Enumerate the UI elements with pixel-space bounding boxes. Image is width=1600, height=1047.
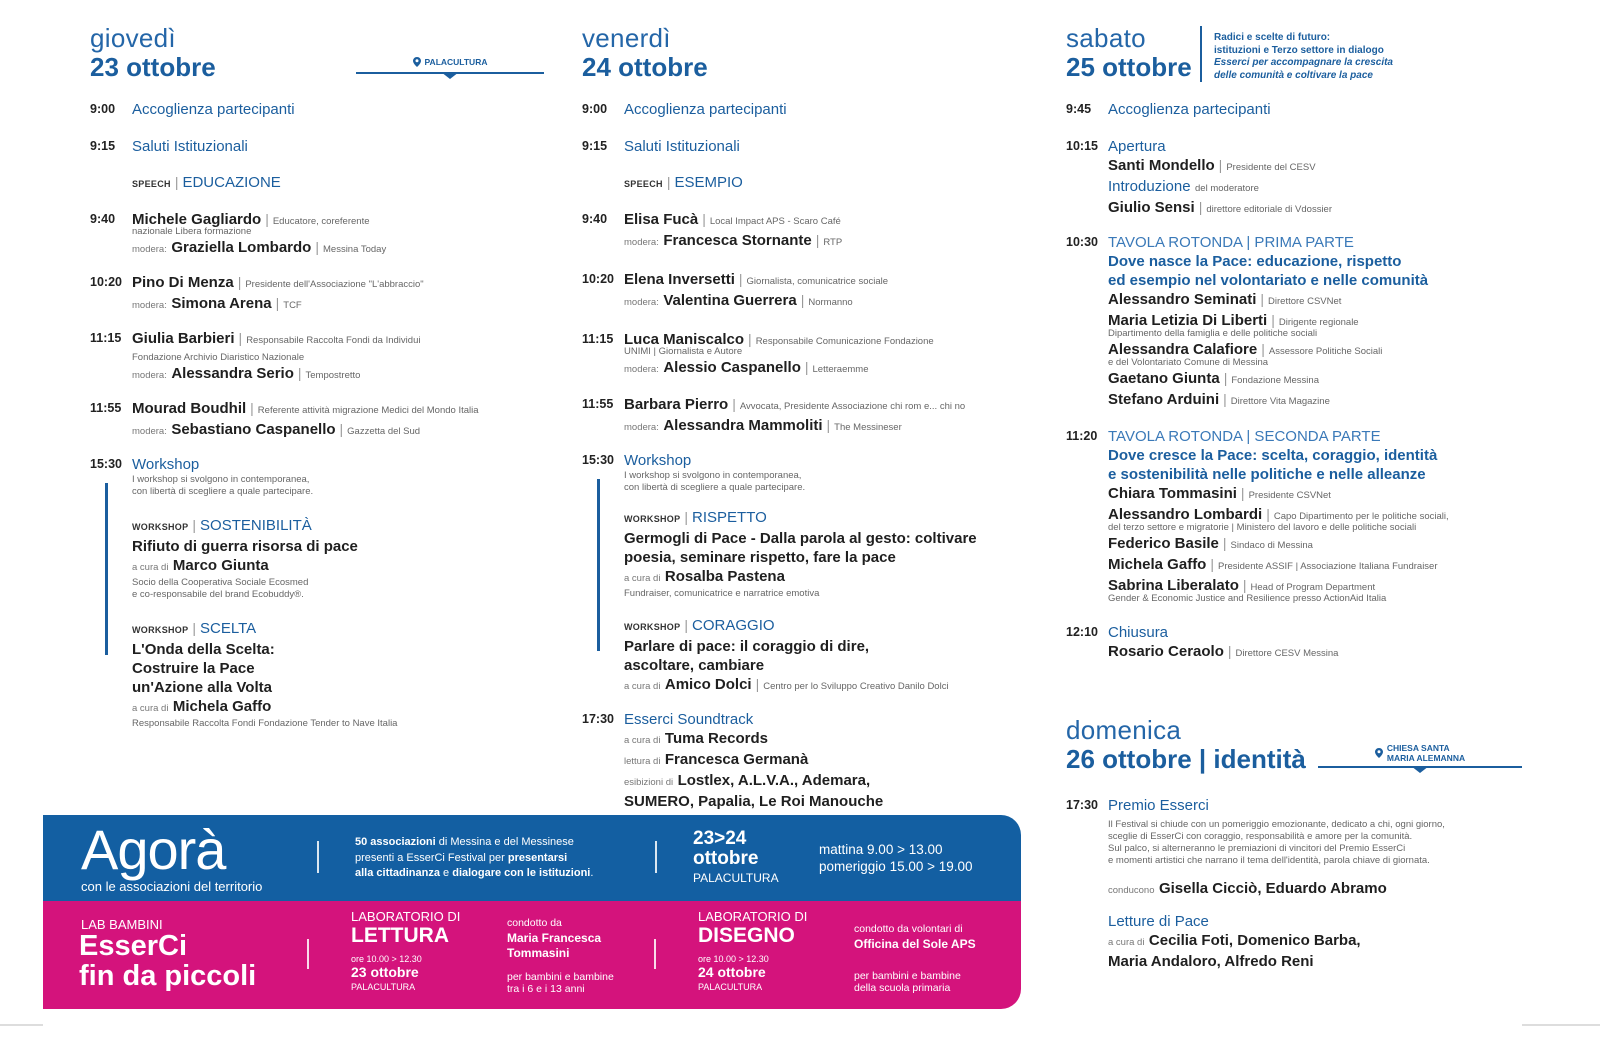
workshop-name: Germogli di Pace - Dalla parola al gesto: coltivare bbox=[624, 530, 977, 547]
round-table-title: ed esempio nel volontariato e nelle comunità bbox=[1108, 272, 1429, 289]
speech-theme: ESEMPIO bbox=[674, 174, 743, 191]
reader-name: Francesca Germanà bbox=[664, 751, 809, 768]
workshop-name: L'Onda della Scelta: bbox=[132, 641, 275, 658]
readers: Maria Andaloro, Alfredo Reni bbox=[1108, 953, 1314, 970]
saturday-column bbox=[1066, 24, 1546, 677]
time: 9:45 bbox=[1066, 102, 1092, 116]
lab-conductor-label: condotto da volontari di bbox=[854, 923, 963, 935]
morning-hours: 9.00 > 13.00 bbox=[867, 842, 943, 857]
day-date: 26 ottobre | identità bbox=[1066, 744, 1306, 774]
panelist-role-2: Gender & Economic Justice and Resilience presso ActionAid Italia bbox=[1108, 593, 1387, 604]
schedule-item bbox=[582, 137, 1012, 156]
moderator-org: Tempostretto bbox=[305, 370, 361, 381]
day-date: 25 ottobre bbox=[1066, 52, 1192, 82]
venue-label: MARIA ALEMANNA bbox=[1386, 753, 1466, 763]
award-item bbox=[1066, 796, 1546, 971]
time: 9:00 bbox=[90, 102, 116, 116]
desc-bold: presentarsi bbox=[507, 851, 568, 864]
day-header bbox=[1066, 716, 1546, 782]
agora-subtitle: con le associazioni del territorio bbox=[81, 879, 263, 894]
curator-name: Michela Gaffo bbox=[172, 698, 272, 715]
lab-drawing-info bbox=[854, 923, 976, 994]
agora-banner bbox=[43, 815, 1021, 901]
workshop-theme: CORAGGIO bbox=[692, 617, 775, 634]
soundtrack-item bbox=[582, 710, 1012, 811]
performers: Lostlex, A.L.V.A., Ademara, bbox=[677, 772, 871, 789]
day-header bbox=[1066, 24, 1546, 90]
panelist-role: Capo Dipartimento per le politiche sociali, bbox=[1273, 511, 1449, 522]
round-table-label: TAVOLA ROTONDA | SECONDA PARTE bbox=[1108, 428, 1381, 445]
talk-item: 9:40 Elisa Fucà | Local Impact APS - Scaro Café modera: Francesca Stornante | RTP bbox=[582, 211, 843, 249]
panelist-role: Sindaco di Messina bbox=[1230, 540, 1313, 551]
time: 10:20 bbox=[90, 275, 122, 289]
curator-name: Rosalba Pastena bbox=[664, 568, 785, 585]
time: 10:20 bbox=[582, 272, 614, 286]
desc-text: di Messina e del Messinese bbox=[435, 836, 574, 848]
curator-desc: Fundraiser, comunicatrice e narratrice emotiva bbox=[624, 588, 820, 599]
desc-text: . bbox=[590, 867, 594, 879]
time: 10:30 bbox=[1066, 235, 1098, 249]
workshop-name: un'Azione alla Volta bbox=[132, 679, 272, 696]
speaker-role: Presidente dell'Associazione "L'abbraccio" bbox=[245, 279, 424, 290]
schedule-item bbox=[90, 100, 560, 119]
workshop-name: Rifiuto di guerra risorsa di pace bbox=[132, 538, 358, 555]
speaker-name: Elisa Fucà bbox=[624, 211, 699, 228]
agora-dates bbox=[693, 829, 779, 887]
readers: Cecilia Foti, Domenico Barba, bbox=[1148, 932, 1361, 949]
speaker-name: Michele Gagliardo bbox=[132, 211, 262, 228]
curator-name: Marco Giunta bbox=[172, 557, 269, 574]
time: 11:55 bbox=[582, 397, 614, 411]
round-table-label: TAVOLA ROTONDA | PRIMA PARTE bbox=[1108, 234, 1354, 251]
curator-org: Centro per lo Sviluppo Creativo Danilo Dolci bbox=[763, 681, 949, 692]
moderator-name: Alessandra Mammoliti bbox=[663, 417, 823, 434]
speaker-role: Avvocata, Presidente Associazione chi rom e... chi no bbox=[739, 401, 966, 412]
venue-divider bbox=[1318, 766, 1522, 768]
hosts: Gisella Cicciò, Eduardo Abramo bbox=[1158, 880, 1387, 897]
time: 11:15 bbox=[582, 332, 614, 346]
desc-bold: alla cittadinanza bbox=[355, 867, 440, 879]
divider bbox=[307, 939, 309, 969]
workshop-theme: SCELTA bbox=[200, 620, 257, 637]
moderator-name: Alessandra Serio bbox=[171, 365, 294, 382]
workshop-label: WORKSHOP bbox=[624, 622, 681, 632]
speaker-name: Giulia Barbieri bbox=[132, 330, 235, 347]
award-desc: e momenti artistici che narrano il tema dell'identità, parola chiave di giornata. bbox=[1108, 855, 1430, 866]
event-title: Saluti Istituzionali bbox=[132, 138, 248, 155]
lab-target: per bambini e bambine bbox=[507, 971, 614, 983]
schedule-item bbox=[582, 100, 1012, 119]
lab-hours: ore 10.00 > 12.30 bbox=[698, 954, 769, 964]
agora-description bbox=[355, 835, 645, 882]
venue-divider bbox=[356, 72, 544, 74]
time: 11:20 bbox=[1066, 429, 1098, 443]
curator-label: a cura di bbox=[624, 735, 661, 746]
panelist-role: Direttore Vita Magazine bbox=[1230, 396, 1330, 407]
venue: PALACULTURA bbox=[693, 871, 779, 885]
moderator-label: modera: bbox=[624, 297, 659, 308]
speaker-role: Local Impact APS - Scaro Café bbox=[709, 216, 841, 227]
workshop-title: Workshop bbox=[624, 452, 692, 469]
round-table-1: 10:30 TAVOLA ROTONDA | PRIMA PARTE Dove nasce la Pace: educazione, rispetto ed esempio nel volontariato e nelle comunità Alessandro Seminati | Direttore CSVNet Maria Letizia Di Liberti | Dirigente regionale Dipartimento della famiglia e delle politiche sociali Alessandra Calafiore | Assessore Politiche Sociali e del Volontariato Comune di Messina Gaetano Giunta | Fondazione Messina Stefano Arduini | Direttore Vita Magazine bbox=[1066, 233, 1546, 411]
curator-label: a cura di bbox=[1108, 937, 1145, 948]
moderator-label: modera: bbox=[624, 237, 659, 248]
panelist-role: Direttore CSVNet bbox=[1268, 296, 1342, 307]
curator-desc: Responsabile Raccolta Fondi Fondazione Tender to Nave Italia bbox=[132, 718, 398, 729]
moderator-role: direttore editoriale di Vdossier bbox=[1206, 204, 1333, 215]
lab-conductor: Tommasini bbox=[507, 946, 570, 960]
panelist-role: Presidente CSVNet bbox=[1248, 490, 1331, 501]
divider bbox=[654, 939, 656, 969]
panelist-role: Head of Program Department bbox=[1250, 582, 1376, 593]
workshop-timeline-bar bbox=[597, 479, 600, 651]
event-title: Saluti Istituzionali bbox=[624, 138, 740, 155]
workshop-name: ascoltare, cambiare bbox=[624, 657, 765, 674]
venue-marker bbox=[1318, 740, 1522, 768]
workshop-item: WORKSHOP | SCELTA L'Onda della Scelta: Costruire la Pace un'Azione alla Volta a cura di Michela Gaffo Responsabile Raccolta Fondi Fondazione Tender to Nave Italia bbox=[132, 619, 560, 730]
day-header bbox=[582, 24, 1012, 90]
workshop-label: WORKSHOP bbox=[132, 522, 189, 532]
speaker-name: Luca Maniscalco bbox=[624, 331, 745, 348]
moderator-name: Simona Arena bbox=[171, 295, 272, 312]
theme-line: Radici e scelte di futuro: bbox=[1214, 32, 1331, 43]
event-title: Premio Esserci bbox=[1108, 797, 1209, 814]
lab-target: della scuola primaria bbox=[854, 982, 951, 994]
desc-text: presenti a EsserCi Festival per bbox=[355, 851, 508, 864]
talk-item: 11:15 Giulia Barbieri | Responsabile Raccolta Fondi da Individui Fondazione Archivio Diaristico Nazionale modera: Alessandra Serio | Tempostretto bbox=[90, 329, 560, 385]
afternoon-label: pomeriggio bbox=[819, 859, 886, 874]
talk-item: 10:20 Pino Di Menza | Presidente dell'Associazione "L'abbraccio" modera: Simona Arena | TCF bbox=[90, 274, 424, 312]
workshop-item: WORKSHOP | RISPETTO Germogli di Pace - Dalla parola al gesto: coltivare poesia, seminare rispetto, fare la pace a cura di Rosalba Pastena Fundraiser, comunicatrice e narratrice emotiva bbox=[624, 508, 1012, 600]
moderator-org: Normanno bbox=[808, 297, 853, 308]
workshop-name: poesia, seminare rispetto, fare la pace bbox=[624, 549, 896, 566]
moderator-org: Gazzetta del Sud bbox=[347, 426, 421, 437]
performers-label: esibizioni di bbox=[624, 777, 674, 788]
event-title: Apertura bbox=[1108, 138, 1166, 155]
moderator-org: The Messineser bbox=[834, 422, 902, 433]
award-desc: sceglie di EsserCi con coraggio, responsabilità e amore per la comunità. bbox=[1108, 831, 1413, 842]
event-title: Accoglienza partecipanti bbox=[1108, 101, 1271, 118]
curator-label: a cura di bbox=[624, 573, 661, 584]
day-header bbox=[90, 24, 560, 90]
panelist-name: Michela Gaffo bbox=[1108, 556, 1207, 573]
kids-lab-title bbox=[79, 931, 256, 991]
talk-item: 9:40 Michele Gagliardo | Educatore, coreferente nazionale Libera formazione modera: Graziella Lombardo | Messina Today bbox=[90, 210, 560, 259]
workshop-theme: SOSTENIBILITÀ bbox=[200, 517, 312, 534]
talk-item: 10:20 Elena Inversetti | Giornalista, comunicatrice sociale modera: Valentina Guerrera | Normanno bbox=[582, 271, 889, 309]
award-desc: Sul palco, si alterneranno le premiazioni di vincitori del Premio EsserCi bbox=[1108, 843, 1406, 854]
workshop-theme: RISPETTO bbox=[692, 509, 767, 526]
agora-hours bbox=[819, 841, 973, 875]
talk-item: 11:55 Barbara Pierro | Avvocata, Presidente Associazione chi rom e... chi no modera: Alessandra Mammoliti | The Messineser bbox=[582, 396, 966, 434]
event-title: Chiusura bbox=[1108, 624, 1169, 641]
kids-lab-banner bbox=[43, 901, 1021, 1009]
workshop-item: WORKSHOP | CORAGGIO Parlare di pace: il coraggio di dire, ascoltare, cambiare a cura di Amico Dolci | Centro per lo Sviluppo Creativo Danilo Dolci bbox=[624, 616, 1012, 696]
lab-name: LETTURA bbox=[351, 924, 449, 947]
theme-line: Esserci per accompagnare la crescita bbox=[1214, 57, 1393, 68]
day-date: 24 ottobre bbox=[582, 52, 708, 82]
lab-date: 24 ottobre bbox=[698, 964, 766, 980]
lab-prefix: LABORATORIO DI bbox=[351, 909, 461, 924]
workshop-label: WORKSHOP bbox=[132, 625, 189, 635]
lab-reading-info bbox=[507, 917, 614, 995]
opening-item: 10:15 Apertura Santi Mondello | Presidente del CESV Introduzione del moderatore Giulio Sensi | direttore editoriale di Vdossier bbox=[1066, 137, 1546, 219]
moderator-label: modera: bbox=[624, 364, 659, 375]
time: 17:30 bbox=[582, 712, 614, 726]
speaker-role: Referente attività migrazione Medici del Mondo Italia bbox=[257, 405, 479, 416]
panelist-name: Maria Letizia Di Liberti bbox=[1108, 312, 1268, 329]
speech-label: SPEECH bbox=[624, 179, 663, 189]
page-edge-rule bbox=[1522, 1024, 1600, 1026]
agora-title: Agorà bbox=[81, 818, 226, 881]
speaker-role: Educatore, coreferente bbox=[272, 216, 370, 227]
lab-target: per bambini e bambine bbox=[854, 970, 961, 982]
moderator-org: Letteraemme bbox=[812, 364, 869, 375]
speech-theme: EDUCAZIONE bbox=[182, 174, 281, 191]
round-table-title: e sostenibilità nelle politiche e nelle alleanze bbox=[1108, 466, 1426, 483]
kids-lab-title-line: fin da piccoli bbox=[79, 960, 257, 992]
panelist-name: Sabrina Liberalato bbox=[1108, 577, 1239, 594]
schedule-item bbox=[1066, 100, 1546, 119]
time: 9:15 bbox=[582, 139, 608, 153]
location-pin-icon bbox=[1375, 748, 1383, 758]
workshop-label: WORKSHOP bbox=[624, 514, 681, 524]
workshop-note: con libertà di scegliere a quale partecipare. bbox=[132, 486, 314, 497]
performers: SUMERO, Papalia, Le Roi Manouche bbox=[624, 793, 884, 810]
moderator-name: Graziella Lombardo bbox=[171, 239, 312, 256]
day-theme bbox=[1200, 26, 1393, 82]
time: 9:00 bbox=[582, 102, 608, 116]
moderator-name: Sebastiano Caspanello bbox=[171, 421, 336, 438]
date-range: 23>24 bbox=[693, 828, 747, 849]
time: 9:40 bbox=[90, 212, 116, 226]
workshop-note: I workshop si svolgono in contemporanea, bbox=[132, 474, 310, 485]
intro-label: Introduzione bbox=[1108, 178, 1191, 195]
workshop-block bbox=[582, 451, 1012, 696]
moderator-label: modera: bbox=[132, 370, 167, 381]
moderator-label: modera: bbox=[132, 426, 167, 437]
speech-label: SPEECH bbox=[132, 179, 171, 189]
lab-target: tra i 6 e i 13 anni bbox=[507, 983, 585, 995]
month: ottobre bbox=[693, 848, 759, 869]
curator-label: a cura di bbox=[624, 681, 661, 692]
lab-reading bbox=[351, 909, 460, 992]
panelist-name: Alessandra Calafiore bbox=[1108, 341, 1258, 358]
speaker-role: Direttore CESV Messina bbox=[1235, 648, 1339, 659]
panelist-name: Gaetano Giunta bbox=[1108, 370, 1220, 387]
panelist-role: Fondazione Messina bbox=[1231, 375, 1319, 386]
speaker-name: Santi Mondello bbox=[1108, 157, 1215, 174]
lab-hours: ore 10.00 > 12.30 bbox=[351, 954, 422, 964]
time: 9:40 bbox=[582, 212, 608, 226]
speaker-role-2: nazionale Libera formazione bbox=[132, 226, 252, 237]
lab-drawing bbox=[698, 909, 807, 992]
speaker-role-2: UNIMI | Giornalista e Autore bbox=[624, 346, 743, 357]
workshop-item: WORKSHOP | SOSTENIBILITÀ Rifiuto di guerra risorsa di pace a cura di Marco Giunta Socio della Cooperativa Sociale Ecosmed e co-responsabile del brand Ecobuddy®. bbox=[132, 516, 560, 601]
lab-conductor: Officina del Sole APS bbox=[854, 937, 976, 951]
desc-bold: dialogare con le istituzioni bbox=[452, 867, 591, 879]
panelist-name: Alessandro Lombardi bbox=[1108, 506, 1263, 523]
afternoon-hours: 15.00 > 19.00 bbox=[889, 859, 973, 874]
day-name: sabato bbox=[1066, 23, 1146, 53]
schedule-item bbox=[90, 137, 560, 156]
closing-item: 12:10 Chiusura Rosario Ceraolo | Direttore CESV Messina bbox=[1066, 623, 1546, 663]
morning-label: mattina bbox=[819, 842, 864, 857]
reading-label: lettura di bbox=[624, 756, 661, 767]
lab-prefix: LABORATORIO DI bbox=[698, 909, 808, 924]
panelist-role-2: e del Volontariato Comune di Messina bbox=[1108, 357, 1269, 368]
workshop-note: con libertà di scegliere a quale partecipare. bbox=[624, 482, 806, 493]
talk-item: 11:15 Luca Maniscalco | Responsabile Comunicazione Fondazione UNIMI | Giornalista e Autore modera: Alessio Caspanello | Letteraemme bbox=[582, 330, 1012, 379]
intro-suffix: del moderatore bbox=[1195, 183, 1259, 194]
panelist-role: Dirigente regionale bbox=[1278, 317, 1359, 328]
speaker-name: Elena Inversetti bbox=[624, 271, 735, 288]
venue-label: PALACULTURA bbox=[424, 57, 488, 67]
speaker-role: Giornalista, comunicatrice sociale bbox=[746, 276, 889, 287]
moderator-name: Giulio Sensi bbox=[1108, 199, 1195, 216]
panelist-role: Presidente ASSIF | Associazione Italiana Fundraiser bbox=[1218, 561, 1438, 572]
theme-line: delle comunità e coltivare la pace bbox=[1214, 69, 1373, 81]
lab-conductor: Maria Francesca bbox=[507, 931, 602, 945]
workshop-note: I workshop si svolgono in contemporanea, bbox=[624, 470, 802, 481]
readings-title: Letture di Pace bbox=[1108, 913, 1209, 930]
panelist-role: Assessore Politiche Sociali bbox=[1268, 346, 1383, 357]
panelist-name: Alessandro Seminati bbox=[1108, 291, 1257, 308]
moderator-label: modera: bbox=[132, 244, 167, 255]
curator-desc: Socio della Cooperativa Sociale Ecosmed bbox=[132, 577, 309, 588]
curator-label: a cura di bbox=[132, 562, 169, 573]
time: 9:15 bbox=[90, 139, 116, 153]
curator-name: Tuma Records bbox=[664, 730, 768, 747]
time: 10:15 bbox=[1066, 139, 1098, 153]
day-date: 23 ottobre bbox=[90, 52, 216, 82]
speaker-role-2: Fondazione Archivio Diaristico Nazionale bbox=[132, 352, 305, 363]
moderator-name: Valentina Guerrera bbox=[663, 292, 797, 309]
speaker-name: Barbara Pierro bbox=[624, 396, 729, 413]
time: 17:30 bbox=[1066, 798, 1098, 812]
time: 15:30 bbox=[90, 457, 122, 471]
lab-date: 23 ottobre bbox=[351, 964, 419, 980]
round-table-title: Dove nasce la Pace: educazione, rispetto bbox=[1108, 253, 1402, 270]
venue-label: CHIESA SANTA bbox=[1386, 743, 1450, 753]
speaker-role: Presidente del CESV bbox=[1226, 162, 1316, 173]
hosts-label: conducono bbox=[1108, 885, 1155, 896]
speaker-name: Mourad Boudhil bbox=[132, 400, 247, 417]
moderator-org: Messina Today bbox=[323, 244, 387, 255]
speech-header: SPEECH | EDUCAZIONE bbox=[132, 174, 281, 191]
moderator-label: modera: bbox=[624, 422, 659, 433]
event-title: Accoglienza partecipanti bbox=[132, 101, 295, 118]
panelist-name: Chiara Tommasini bbox=[1108, 485, 1237, 502]
moderator-label: modera: bbox=[132, 300, 167, 311]
panelist-role-2: del terzo settore e migratorie | Ministero del lavoro e delle politiche sociali bbox=[1108, 522, 1417, 533]
moderator-org: RTP bbox=[823, 237, 843, 248]
curator-desc: e co-responsabile del brand Ecobuddy®. bbox=[132, 589, 304, 600]
moderator-org: TCF bbox=[283, 300, 302, 311]
thursday-column bbox=[90, 24, 560, 744]
moderator-name: Alessio Caspanello bbox=[663, 359, 801, 376]
kids-lab-title-line: EsserCi bbox=[79, 930, 188, 962]
lab-venue: PALACULTURA bbox=[351, 982, 416, 992]
divider bbox=[317, 841, 319, 873]
workshop-name: Costruire la Pace bbox=[132, 660, 255, 677]
lab-venue: PALACULTURA bbox=[698, 982, 763, 992]
desc-bold: 50 associazioni bbox=[355, 836, 436, 848]
round-table-title: Dove cresce la Pace: scelta, coraggio, identità bbox=[1108, 447, 1438, 464]
curator-label: a cura di bbox=[132, 703, 169, 714]
day-name: giovedì bbox=[90, 23, 176, 53]
round-table-2: 11:20 TAVOLA ROTONDA | SECONDA PARTE Dove cresce la Pace: scelta, coraggio, identità e sostenibilità nelle politiche e nelle alleanze Chiara Tommasini | Presidente CSVNet Alessandro Lombardi | Capo Dipartimento per le politiche sociali, del terzo settore e migratorie | Ministero del lavoro e delle politiche sociali Federico Basile | Sindaco di Messina Michela Gaffo | Presidente ASSIF | Associazione Italiana Fundraiser Sabrina Liberalato | Head of Program Department Gender & Economic Justice and Resilience presso ActionAid Italia bbox=[1066, 427, 1546, 605]
speaker-name: Pino Di Menza bbox=[132, 274, 234, 291]
talk-item: 11:55 Mourad Boudhil | Referente attività migrazione Medici del Mondo Italia modera: Sebastiano Caspanello | Gazzetta del Sud bbox=[90, 400, 479, 438]
speaker-role: Responsabile Raccolta Fondi da Individui bbox=[246, 335, 421, 346]
theme-line: istituzioni e Terzo settore in dialogo bbox=[1214, 44, 1384, 56]
workshop-timeline-bar bbox=[105, 483, 108, 655]
panelist-name: Stefano Arduini bbox=[1108, 391, 1220, 408]
time: 12:10 bbox=[1066, 625, 1098, 639]
workshop-block bbox=[90, 455, 560, 730]
sunday-column bbox=[1066, 716, 1546, 985]
divider bbox=[655, 841, 657, 873]
speech-header: SPEECH | ESEMPIO bbox=[624, 174, 743, 191]
time: 15:30 bbox=[582, 453, 614, 467]
moderator-name: Francesca Stornante bbox=[663, 232, 812, 249]
day-name: venerdì bbox=[582, 23, 671, 53]
panelist-name: Federico Basile bbox=[1108, 535, 1219, 552]
lab-conductor-label: condotto da bbox=[507, 917, 562, 929]
workshop-name: Parlare di pace: il coraggio di dire, bbox=[624, 638, 870, 655]
lab-name: DISEGNO bbox=[698, 924, 795, 947]
location-pin-icon bbox=[413, 57, 421, 67]
award-desc: Il Festival si chiude con un pomeriggio emozionante, dedicato a chi, ogni giorno, bbox=[1108, 819, 1445, 830]
event-title: Esserci Soundtrack bbox=[624, 711, 754, 728]
speaker-name: Rosario Ceraolo bbox=[1108, 643, 1224, 660]
page-edge-rule bbox=[0, 1024, 43, 1026]
friday-column bbox=[582, 24, 1012, 825]
time: 11:55 bbox=[90, 401, 122, 415]
panelist-role-2: Dipartimento della famiglia e delle politiche sociali bbox=[1108, 328, 1318, 339]
kids-lab-label: LAB BAMBINI bbox=[81, 917, 163, 932]
venue-marker bbox=[356, 52, 544, 74]
workshop-title: Workshop bbox=[132, 456, 200, 473]
speaker-role: Responsabile Comunicazione Fondazione bbox=[755, 336, 934, 347]
curator-name: Amico Dolci bbox=[664, 676, 752, 693]
event-title: Accoglienza partecipanti bbox=[624, 101, 787, 118]
time: 11:15 bbox=[90, 331, 122, 345]
desc-text: e bbox=[439, 867, 453, 879]
day-name: domenica bbox=[1066, 715, 1182, 745]
